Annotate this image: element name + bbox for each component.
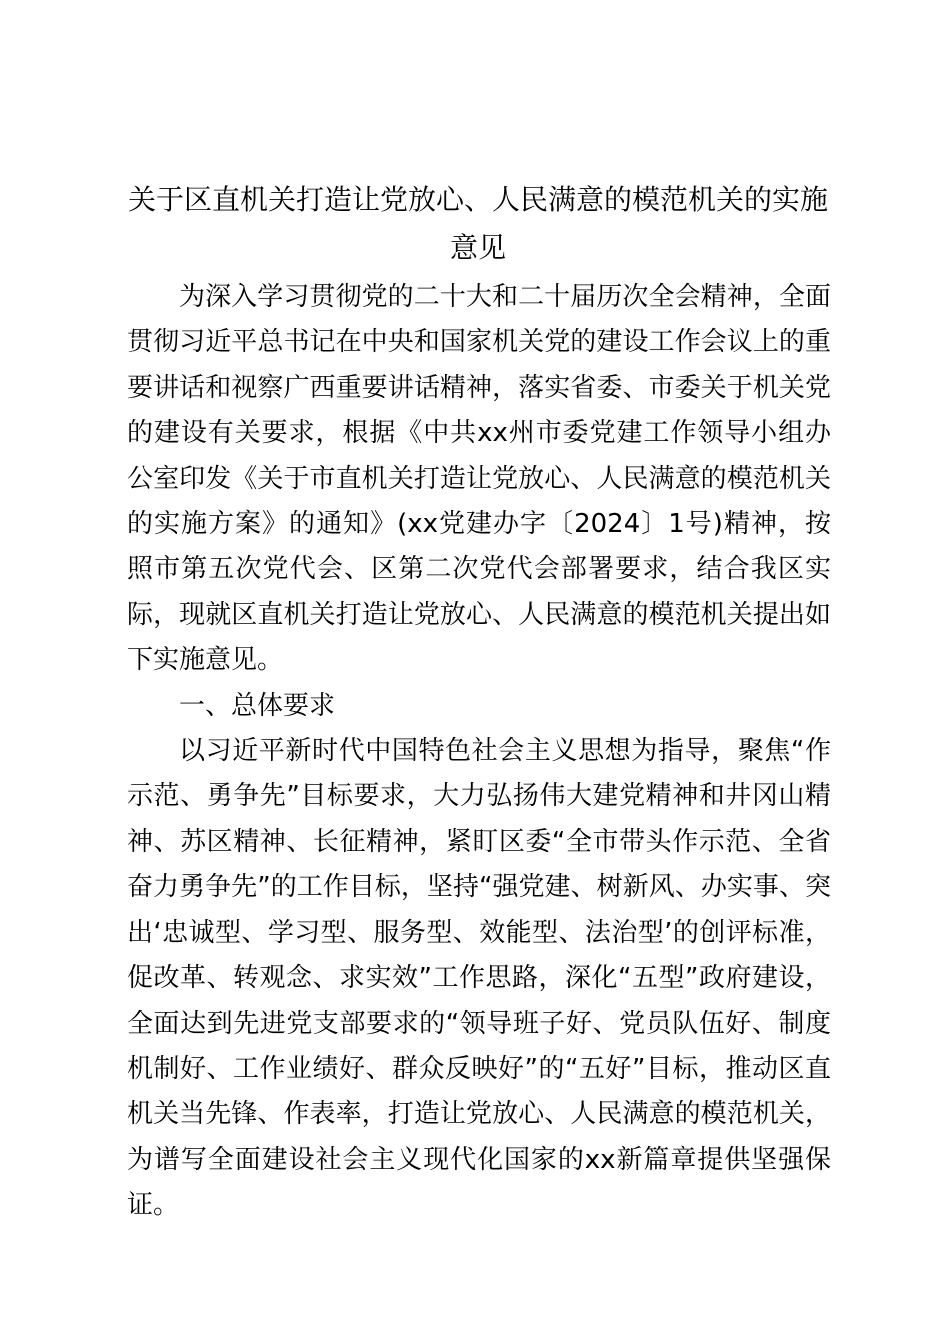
document-body — [127, 275, 831, 1229]
general-requirements-paragraph: 以习近平新时代中国特色社会主义思想为指导，聚焦“作示范、勇争先”目标要求，大力弘扬伟大建党精神和井冈山精神、苏区精神、长征精神，紧盯区委“全市带头作示范、全省奋力勇争先”的工作目标，坚持“强党建、树新风、办实事、突出‘忠诚型、学习型、服务型、效能型、法治型’的创评标准，促改革、转观念、求实效”工作思路，深化“五型”政府建设，全面达到先进党支部要求的“领导班子好、党员队伍好、制度机制好、工作业绩好、群众反映好”的“五好”目标，推动区直机关当先锋、作表率，打造让党放心、人民满意的模范机关，为谱写全面建设社会主义现代化国家的xx新篇章提供坚强保证。 — [127, 736, 831, 1221]
section-heading-general-requirements: 一、总体要求 — [179, 690, 336, 721]
intro-paragraph: 为深入学习贯彻党的二十大和二十届历次全会精神，全面贯彻习近平总书记在中央和国家机关党的建设工作会议上的重要讲话和视察广西重要讲话精神，落实省委、市委关于机关党的建设有关要求，根据《中共xx州市委党建工作领导小组办公室印发《关于市直机关打造让党放心、人民满意的模范机关的实施方案》的通知》(xx党建办字〔2024〕1号)精神，按照市第五次党代会、区第二次党代会部署要求，结合我区实际，现就区直机关打造让党放心、人民满意的模范机关提出如下实施意见。 — [127, 282, 831, 676]
document-title: 关于区直机关打造让党放心、人民满意的模范机关的实施意见 — [128, 183, 829, 264]
